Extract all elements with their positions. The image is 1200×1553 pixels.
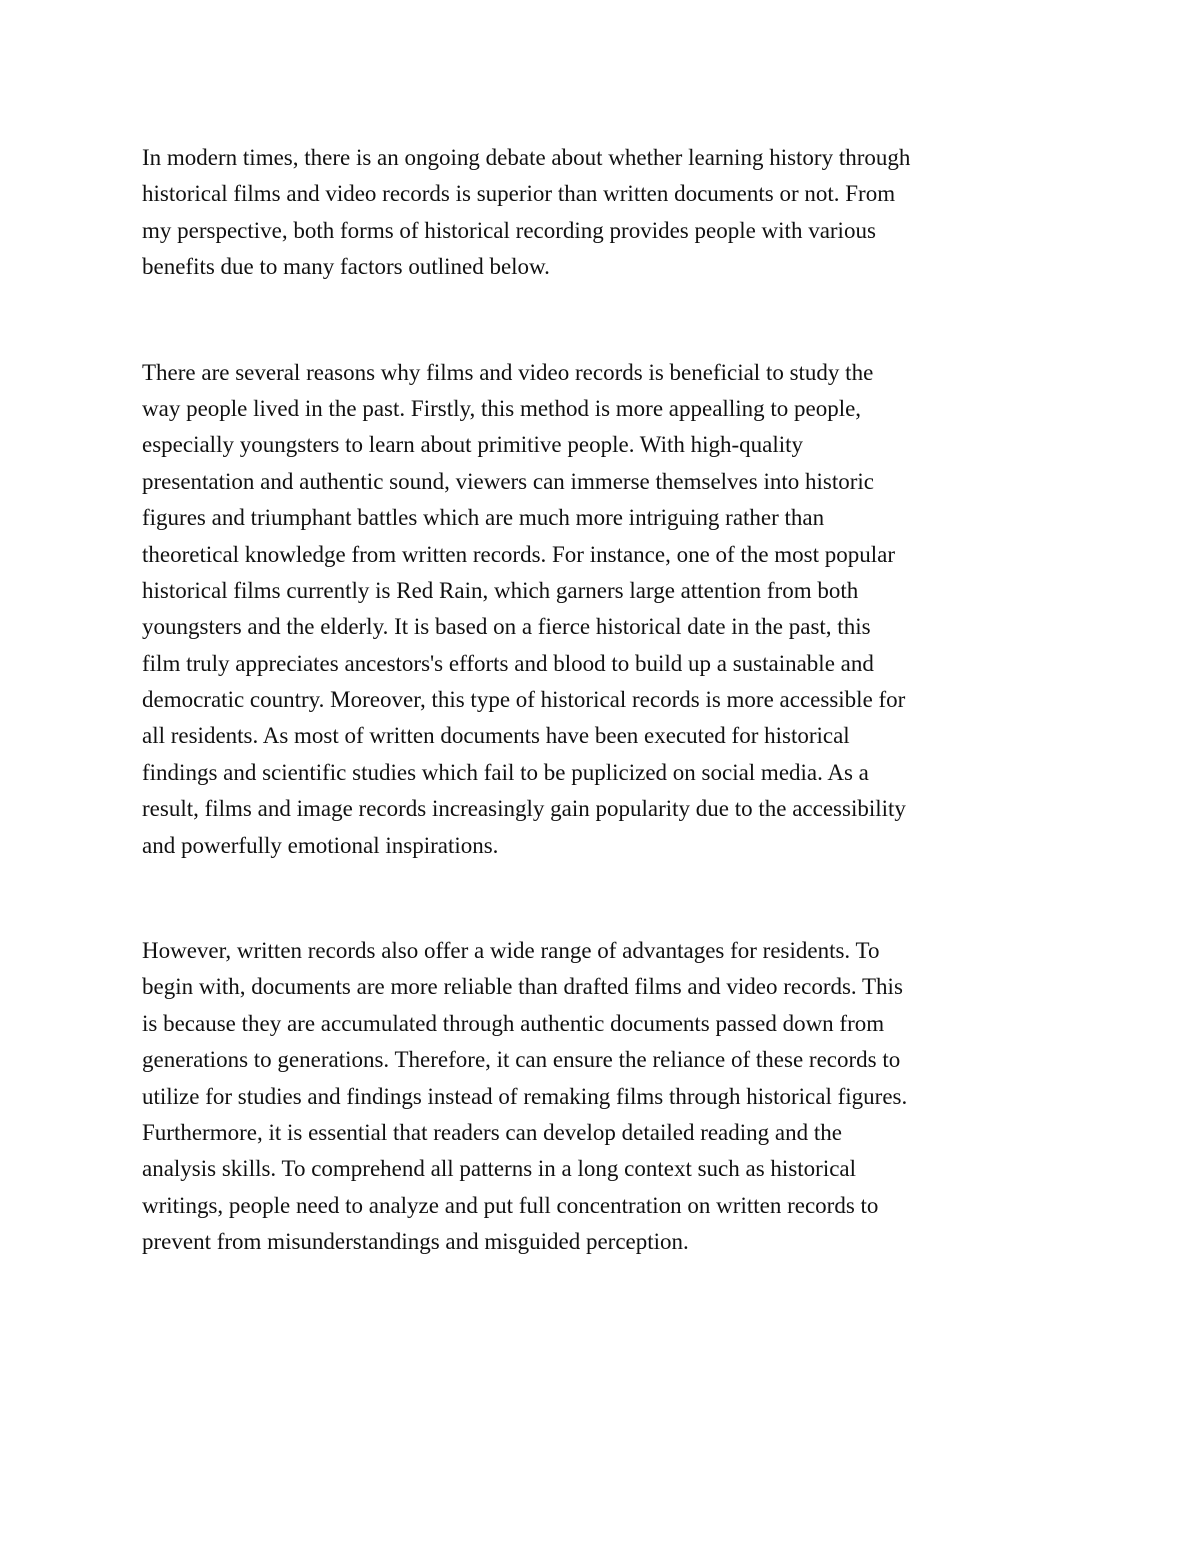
text-line: way people lived in the past. Firstly, this method is more appealling to people, [142, 395, 862, 421]
text-line: begin with, documents are more reliable than drafted films and video records. This [142, 974, 903, 1000]
text-line: result, films and image records increasingly gain popularity due to the accessibility [142, 796, 906, 822]
paragraph-introduction [142, 140, 1102, 286]
text-line: generations to generations. Therefore, it can ensure the reliance of these records to [142, 1047, 901, 1073]
text-line: There are several reasons why films and video records is beneficial to study the [142, 359, 874, 385]
text-line: benefits due to many factors outlined below. [142, 254, 550, 280]
text-line: theoretical knowledge from written records. For instance, one of the most popular [142, 541, 896, 567]
text-line: presentation and authentic sound, viewers can immerse themselves into historic [142, 468, 874, 494]
text-line: all residents. As most of written documents have been executed for historical [142, 723, 850, 749]
text-line: prevent from misunderstandings and misguided perception. [142, 1229, 689, 1255]
text-line: and powerfully emotional inspirations. [142, 832, 499, 858]
paragraph-films-benefits [142, 355, 1102, 864]
text-line: analysis skills. To comprehend all patterns in a long context such as historical [142, 1156, 857, 1182]
text-line: film truly appreciates ancestors's efforts and blood to build up a sustainable and [142, 650, 874, 676]
text-line: historical films currently is Red Rain, which garners large attention from both [142, 577, 859, 603]
paragraph-written-records-benefits [142, 933, 1102, 1261]
text-line: Furthermore, it is essential that readers can develop detailed reading and the [142, 1119, 842, 1145]
text-line: historical films and video records is superior than written documents or not. From [142, 181, 896, 207]
text-line: figures and triumphant battles which are much more intriguing rather than [142, 505, 825, 531]
text-line: utilize for studies and findings instead of remaking films through historical figures. [142, 1083, 908, 1109]
essay-body [142, 140, 1102, 1261]
text-line: findings and scientific studies which fail to be puplicized on social media. As a [142, 759, 869, 785]
text-line: writings, people need to analyze and put full concentration on written records to [142, 1192, 879, 1218]
text-line: youngsters and the elderly. It is based on a fierce historical date in the past, this [142, 614, 871, 640]
text-line: In modern times, there is an ongoing debate about whether learning history through [142, 145, 911, 170]
text-line: is because they are accumulated through authentic documents passed down from [142, 1010, 885, 1036]
text-line: especially youngsters to learn about primitive people. With high-quality [142, 432, 804, 458]
text-line: my perspective, both forms of historical recording provides people with various [142, 217, 876, 243]
text-line: However, written records also offer a wide range of advantages for residents. To [142, 938, 880, 964]
text-line: democratic country. Moreover, this type of historical records is more accessible for [142, 687, 906, 713]
